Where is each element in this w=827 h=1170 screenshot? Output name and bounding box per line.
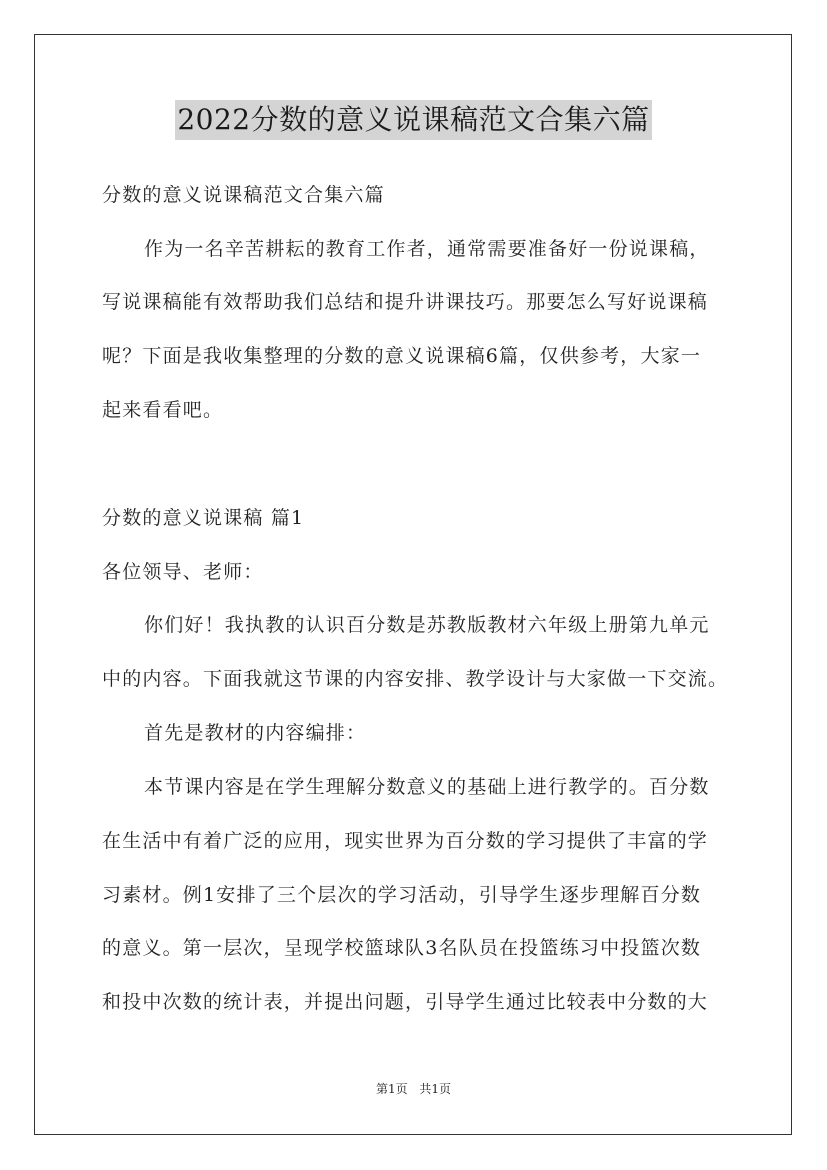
body-line-1: 你们好！我执教的认识百分数是苏教版教材六年级上册第九单元 bbox=[144, 614, 710, 636]
intro-line-4: 起来看看吧。 bbox=[102, 399, 224, 421]
section-heading: 分数的意义说课稿 篇1 bbox=[102, 507, 305, 529]
document-title: 2022分数的意义说课稿范文合集六篇 bbox=[175, 100, 651, 140]
body-line-3: 首先是教材的内容编排： bbox=[144, 722, 367, 744]
body-line-5: 在生活中有着广泛的应用，现实世界为百分数的学习提供了丰富的学 bbox=[102, 830, 709, 852]
title-container bbox=[0, 100, 827, 140]
body-line-7: 的意义。第一层次，呈现学校篮球队3名队员在投篮练习中投篮次数 bbox=[102, 937, 702, 959]
body-line-6: 习素材。例1安排了三个层次的学习活动，引导学生逐步理解百分数 bbox=[102, 884, 702, 906]
intro-line-1: 作为一名辛苦耕耘的教育工作者，通常需要准备好一份说课稿， bbox=[144, 238, 710, 260]
body-line-2: 中的内容。下面我就这节课的内容安排、教学设计与大家做一下交流。 bbox=[102, 668, 729, 690]
page-total: 共1页 bbox=[419, 1082, 452, 1096]
page-number: 第1页 bbox=[375, 1082, 408, 1096]
greeting: 各位领导、老师： bbox=[102, 561, 264, 583]
intro-line-2: 写说课稿能有效帮助我们总结和提升讲课技巧。那要怎么写好说课稿 bbox=[102, 291, 709, 313]
body-line-4: 本节课内容是在学生理解分数意义的基础上进行教学的。百分数 bbox=[144, 776, 710, 798]
document-subtitle: 分数的意义说课稿范文合集六篇 bbox=[102, 184, 385, 206]
intro-line-3: 呢？下面是我收集整理的分数的意义说课稿6篇，仅供参考，大家一 bbox=[102, 345, 702, 367]
body-line-8: 和投中次数的统计表，并提出问题，引导学生通过比较表中分数的大 bbox=[102, 991, 709, 1013]
page-footer bbox=[0, 1081, 827, 1097]
